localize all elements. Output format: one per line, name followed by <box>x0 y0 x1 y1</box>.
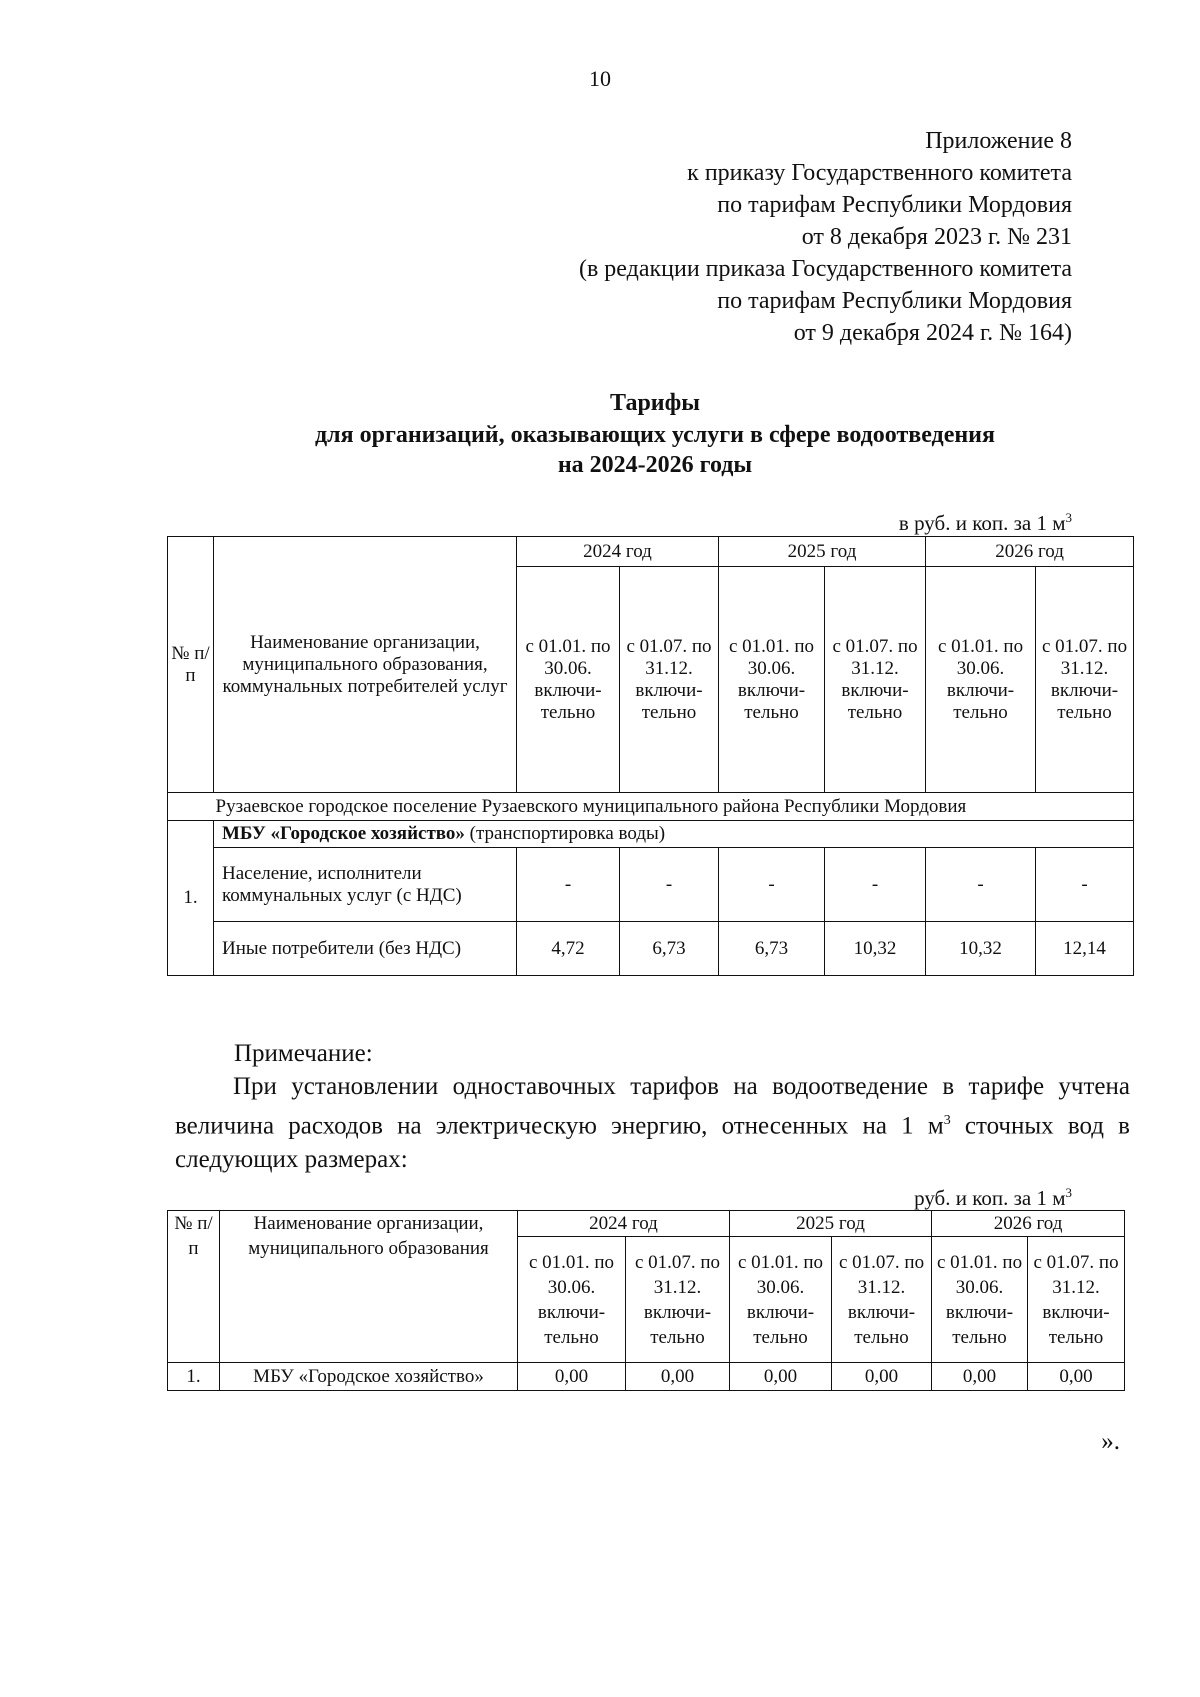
page-number: 10 <box>589 66 611 91</box>
table1-units: в руб. и коп. за 1 $м^3$ <box>898 510 1072 535</box>
tariff-cell: 10,32 <box>926 922 1036 976</box>
header-num: № п/ п <box>168 537 214 793</box>
tariff-cell: - <box>1036 848 1134 922</box>
note-heading: Примечание: <box>234 1040 373 1067</box>
appendix-line: по тарифам Республики Мордовия <box>717 192 1072 218</box>
tariff-cell: 12,14 <box>1036 922 1134 976</box>
consumer-label: Иные потребители (без НДС) <box>214 922 517 976</box>
header-year: 2026 год <box>926 537 1134 567</box>
cost-cell: 0,00 <box>832 1363 932 1391</box>
header-year: 2025 год <box>719 537 926 567</box>
appendix-line: к приказу Государственного комитета <box>687 160 1072 186</box>
header-period: с 01.07. по 31.12. включи-тельно <box>825 567 926 793</box>
header-num: № п/п <box>168 1211 220 1363</box>
electricity-cost-table <box>167 1210 1125 1391</box>
organization-name: МБУ «Городское хозяйство» <box>220 1363 518 1391</box>
section-row: Рузаевское городское поселение Рузаевского муниципального района Республики Мордовия <box>214 793 1134 821</box>
header-period: с 01.01. по 30.06. включи-тельно <box>517 567 620 793</box>
header-period: с 01.01. по 30.06. включи-тельно <box>730 1237 832 1363</box>
cost-cell: 0,00 <box>932 1363 1028 1391</box>
header-name: Наименование организации, муниципального образования, коммунальных потребителей услуг <box>214 537 517 793</box>
header-year: 2026 год <box>932 1211 1125 1237</box>
header-period: с 01.01. по 30.06. включи-тельно <box>719 567 825 793</box>
appendix-line: от 9 декабря 2024 г. № 164) <box>793 320 1072 346</box>
document-period: на 2024-2026 годы <box>557 452 753 478</box>
note-body: При установлении одноставочных тарифов на водоотведение в тарифе учтена величина расходов на электрическую энергию, отнесенных на 1 $м^3$ сточных вод в следующих размерах: <box>175 1073 1130 1174</box>
consumer-label: Население, исполнители коммунальных услуг (с НДС) <box>214 848 517 922</box>
tariff-cell: - <box>719 848 825 922</box>
tariff-cell: - <box>517 848 620 922</box>
tariff-cell: 10,32 <box>825 922 926 976</box>
tariff-cell: 4,72 <box>517 922 620 976</box>
header-period: с 01.01. по 30.06. включи-тельно <box>926 567 1036 793</box>
document-subtitle: для организаций, оказывающих услуги в сфере водоотведения <box>315 422 995 448</box>
appendix-line: Приложение 8 <box>925 128 1072 154</box>
row-number: 1. <box>168 1363 220 1391</box>
tariff-table <box>167 536 1134 976</box>
cost-cell: 0,00 <box>1028 1363 1125 1391</box>
section-spacer <box>168 793 214 821</box>
document-title: Тарифы <box>610 390 700 416</box>
tariff-cell: - <box>825 848 926 922</box>
header-period: с 01.07. по 31.12. включи-тельно <box>1028 1237 1125 1363</box>
header-period: с 01.07. по 31.12. включи-тельно <box>620 567 719 793</box>
table2-units: руб. и коп. за 1 $м^3$ <box>914 1185 1072 1210</box>
appendix-line: по тарифам Республики Мордовия <box>717 288 1072 314</box>
cost-cell: 0,00 <box>518 1363 626 1391</box>
tariff-cell: 6,73 <box>620 922 719 976</box>
header-year: 2024 год <box>518 1211 730 1237</box>
appendix-line: от 8 декабря 2023 г. № 231 <box>801 224 1072 250</box>
header-period: с 01.07. по 31.12. включи-тельно <box>1036 567 1134 793</box>
header-period: с 01.01. по 30.06. включи-тельно <box>932 1237 1028 1363</box>
closing-quote: ». <box>1101 1428 1120 1455</box>
appendix-line: (в редакции приказа Государственного комитета <box>578 256 1072 282</box>
header-year: 2025 год <box>730 1211 932 1237</box>
row-number: 1. <box>168 821 214 976</box>
header-period: с 01.01. по 30.06. включи-тельно <box>518 1237 626 1363</box>
cost-cell: 0,00 <box>626 1363 730 1391</box>
cost-cell: 0,00 <box>730 1363 832 1391</box>
header-period: с 01.07. по 31.12. включи-тельно <box>626 1237 730 1363</box>
tariff-cell: - <box>620 848 719 922</box>
tariff-cell: - <box>926 848 1036 922</box>
appendix-block <box>579 125 1072 349</box>
header-year: 2024 год <box>517 537 719 567</box>
organization-row: МБУ «Городское хозяйство» (транспортировка воды) <box>214 821 1134 848</box>
header-name: Наименование организации, муниципального образования <box>220 1211 518 1363</box>
header-period: с 01.07. по 31.12. включи-тельно <box>832 1237 932 1363</box>
tariff-cell: 6,73 <box>719 922 825 976</box>
